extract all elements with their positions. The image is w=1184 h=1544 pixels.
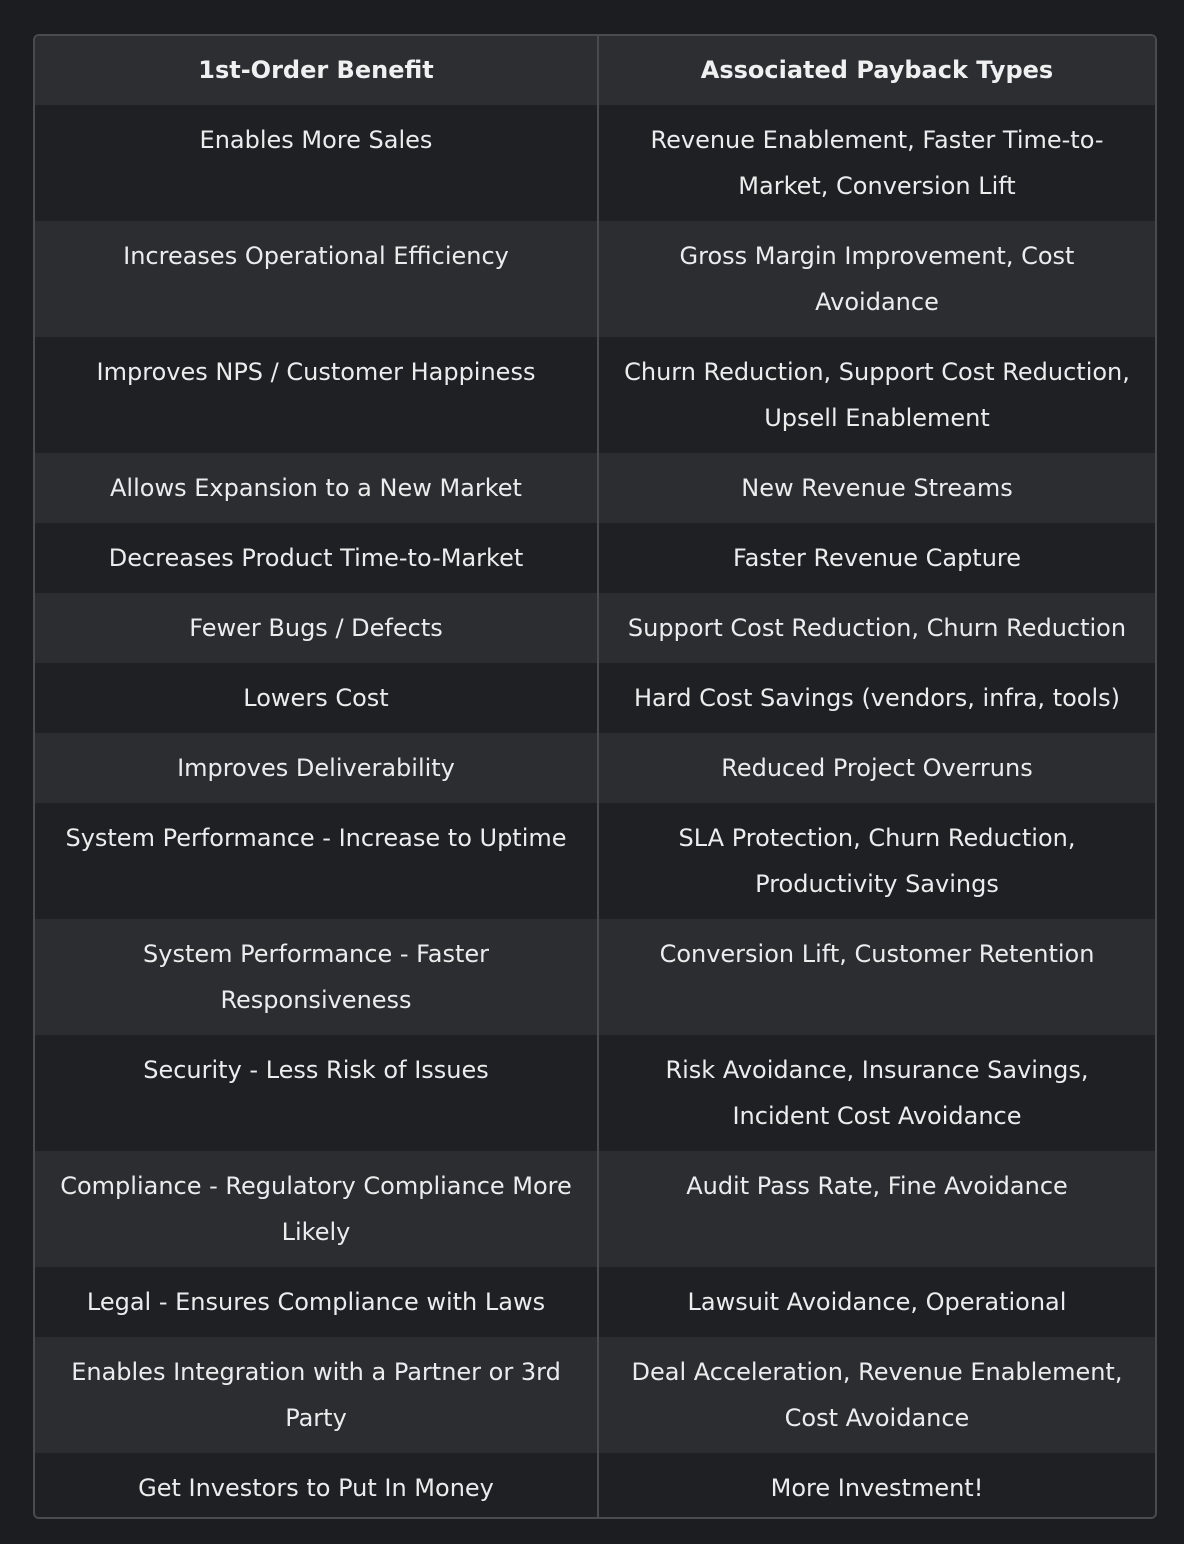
benefit-cell: Decreases Product Time-to-Market	[35, 523, 598, 593]
table-row	[35, 919, 1155, 1035]
payback-cell: New Revenue Streams	[598, 453, 1155, 523]
payback-cell: Churn Reduction, Support Cost Reduction, Upsell Enablement	[598, 337, 1155, 453]
benefit-cell: Security - Less Risk of Issues	[35, 1035, 598, 1151]
header-benefit: 1st-Order Benefit	[35, 36, 598, 105]
payback-cell: Risk Avoidance, Insurance Savings, Incident Cost Avoidance	[598, 1035, 1155, 1151]
table-row	[35, 1035, 1155, 1151]
payback-cell: Gross Margin Improvement, Cost Avoidance	[598, 221, 1155, 337]
benefit-cell: Allows Expansion to a New Market	[35, 453, 598, 523]
header-payback: Associated Payback Types	[598, 36, 1155, 105]
payback-cell: More Investment!	[598, 1453, 1155, 1519]
payback-cell: Hard Cost Savings (vendors, infra, tools)	[598, 663, 1155, 733]
table-row	[35, 453, 1155, 523]
table-row	[35, 105, 1155, 221]
payback-cell: Deal Acceleration, Revenue Enablement, Cost Avoidance	[598, 1337, 1155, 1453]
benefit-cell: Compliance - Regulatory Compliance More Likely	[35, 1151, 598, 1267]
header-row	[35, 36, 1155, 105]
benefits-table	[33, 34, 1157, 1519]
benefit-cell: Improves Deliverability	[35, 733, 598, 803]
payback-cell: Audit Pass Rate, Fine Avoidance	[598, 1151, 1155, 1267]
payback-cell: Conversion Lift, Customer Retention	[598, 919, 1155, 1035]
benefit-cell: Enables Integration with a Partner or 3rd Party	[35, 1337, 598, 1453]
benefit-cell: Increases Operational Efficiency	[35, 221, 598, 337]
payback-cell: Revenue Enablement, Faster Time-to-Market, Conversion Lift	[598, 105, 1155, 221]
table-row	[35, 733, 1155, 803]
benefit-cell: Legal - Ensures Compliance with Laws	[35, 1267, 598, 1337]
table-row	[35, 221, 1155, 337]
payback-cell: SLA Protection, Churn Reduction, Productivity Savings	[598, 803, 1155, 919]
table-row	[35, 1267, 1155, 1337]
benefit-cell: Get Investors to Put In Money	[35, 1453, 598, 1519]
table-row	[35, 1453, 1155, 1519]
benefit-cell: Improves NPS / Customer Happiness	[35, 337, 598, 453]
benefit-cell: System Performance - Increase to Uptime	[35, 803, 598, 919]
benefits-table-grid	[35, 36, 1155, 1519]
benefit-cell: Enables More Sales	[35, 105, 598, 221]
table-row	[35, 663, 1155, 733]
payback-cell: Lawsuit Avoidance, Operational	[598, 1267, 1155, 1337]
table-row	[35, 1151, 1155, 1267]
benefit-cell: Lowers Cost	[35, 663, 598, 733]
table-row	[35, 803, 1155, 919]
payback-cell: Faster Revenue Capture	[598, 523, 1155, 593]
payback-cell: Support Cost Reduction, Churn Reduction	[598, 593, 1155, 663]
benefit-cell: System Performance - Faster Responsiveness	[35, 919, 598, 1035]
table-row	[35, 523, 1155, 593]
table-row	[35, 1337, 1155, 1453]
payback-cell: Reduced Project Overruns	[598, 733, 1155, 803]
table-row	[35, 593, 1155, 663]
table-row	[35, 337, 1155, 453]
benefit-cell: Fewer Bugs / Defects	[35, 593, 598, 663]
